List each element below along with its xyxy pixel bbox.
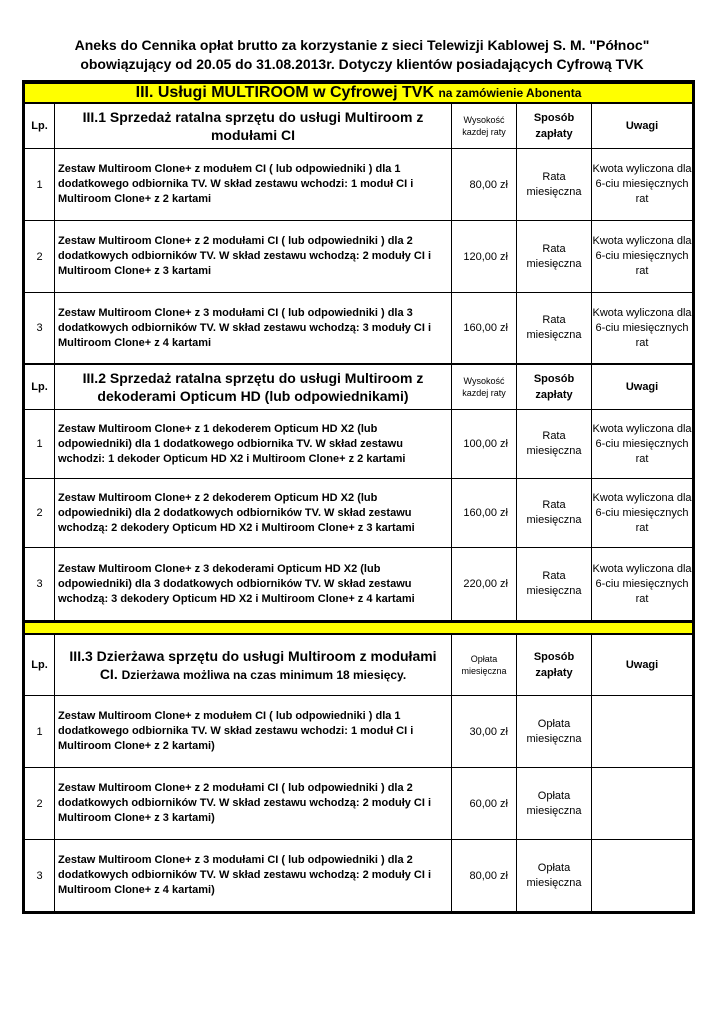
table-row [25,149,693,221]
row-description: Zestaw Multiroom Clone+ z 2 modułami CI ( lub odpowiedniki ) dla 2 dodatkowych odbiorników TV. W skład zestawu wchodzą: 2 moduły CI i Multiroom Clone+ z 3 kartami) [55,768,452,840]
remarks-header: Uwagi [592,634,693,696]
row-remarks: Kwota wyliczona dla 6-ciu miesięcznych rat [592,410,693,479]
row-lp: 2 [25,479,55,548]
row-description: Zestaw Multiroom Clone+ z 3 dekoderami Opticum HD X2 (lub odpowiedniki) dla 3 dodatkowych odbiorników TV. W skład zestawu wchodzą: 3 dekodery Opticum HD X2 i Multiroom Clone+ z 4 kartami [55,548,452,622]
row-lp: 1 [25,149,55,221]
row-amount: 60,00 zł [452,768,517,840]
row-remarks: Kwota wyliczona dla 6-ciu miesięcznych rat [592,221,693,293]
row-description: Zestaw Multiroom Clone+ z modułem CI ( lub odpowiedniki ) dla 1 dodatkowego odbiornika TV. W skład zestawu wchodzi: 1 moduł CI i Multiroom Clone+ z 2 kartami) [55,696,452,768]
row-description: Zestaw Multiroom Clone+ z 2 modułami CI ( lub odpowiedniki ) dla 2 dodatkowych odbiorników TV. W skład zestawu wchodzą: 2 moduły CI i Multiroom Clone+ z 3 kartami [55,221,452,293]
row-payment: Rata miesięczna [517,293,592,365]
row-lp: 2 [25,221,55,293]
header-line-2: obowiązujący od 20.05 do 31.08.2013r. Dotyczy klientów posiadających Cyfrową TVK [80,56,644,72]
band-subtitle: na zamówienie Abonenta [438,86,582,100]
section-header [25,634,693,696]
section-title: III.1 Sprzedaż ratalna sprzętu do usługi Multiroom z modułami CI [55,103,452,149]
section-band [25,83,693,103]
header-line-1: Aneks do Cennika opłat brutto za korzystanie z sieci Telewizji Kablowej S. M. "Północ" [74,37,650,53]
row-lp: 3 [25,840,55,912]
row-description: Zestaw Multiroom Clone+ z 1 dekoderem Opticum HD X2 (lub odpowiedniki) dla 1 dodatkowego odbiornika TV. W skład zestawu wchodzi: 1 dekoder Opticum HD X2 i Multiroom Clone+ z 2 kartami [55,410,452,479]
amount-header: Wysokość kazdej raty [452,103,517,149]
table-row [25,221,693,293]
payment-header: Sposób zapłaty [517,103,592,149]
row-description: Zestaw Multiroom Clone+ z 3 modułami CI ( lub odpowiedniki ) dla 3 dodatkowych odbiorników TV. W skład zestawu wchodzą: 3 moduły CI i Multiroom Clone+ z 4 kartami [55,293,452,365]
remarks-header: Uwagi [592,103,693,149]
row-remarks: Kwota wyliczona dla 6-ciu miesięcznych rat [592,548,693,622]
row-amount: 80,00 zł [452,840,517,912]
row-remarks: Kwota wyliczona dla 6-ciu miesięcznych rat [592,293,693,365]
row-amount: 80,00 zł [452,149,517,221]
row-amount: 120,00 zł [452,221,517,293]
table-row [25,548,693,622]
table-row [25,479,693,548]
payment-header: Sposób zapłaty [517,634,592,696]
lp-header: Lp. [25,634,55,696]
row-description: Zestaw Multiroom Clone+ z 3 modułami CI ( lub odpowiedniki ) dla 2 dodatkowych odbiorników TV. W skład zestawu wchodzą: 2 moduły CI i Multiroom Clone+ z 4 kartami) [55,840,452,912]
section-header [25,103,693,149]
lp-header: Lp. [25,364,55,410]
table-row [25,293,693,365]
table-row [25,768,693,840]
row-remarks: Kwota wyliczona dla 6-ciu miesięcznych rat [592,479,693,548]
section-title-cell [55,634,452,696]
row-lp: 2 [25,768,55,840]
row-payment: Opłata miesięczna [517,696,592,768]
row-payment: Rata miesięczna [517,410,592,479]
row-payment: Rata miesięczna [517,479,592,548]
row-lp: 1 [25,696,55,768]
section-header [25,364,693,410]
row-amount: 160,00 zł [452,479,517,548]
row-amount: 30,00 zł [452,696,517,768]
document-header [0,36,724,74]
section-title: III.2 Sprzedaż ratalna sprzętu do usługi Multiroom z dekoderami Opticum HD (lub odpowiednikami) [55,364,452,410]
row-lp: 1 [25,410,55,479]
row-description: Zestaw Multiroom Clone+ z 2 dekoderem Opticum HD X2 (lub odpowiedniki) dla 2 dodatkowych odbiorników TV. W skład zestawu wchodzą: 2 dekodery Opticum HD X2 i Multiroom Clone+ z 3 kartami [55,479,452,548]
row-payment: Rata miesięczna [517,149,592,221]
row-remarks: Kwota wyliczona dla 6-ciu miesięcznych rat [592,149,693,221]
table-row [25,696,693,768]
payment-header: Sposób zapłaty [517,364,592,410]
amount-header: Wysokość kazdej raty [452,364,517,410]
row-amount: 160,00 zł [452,293,517,365]
price-table [24,82,693,912]
row-remarks [592,696,693,768]
row-remarks [592,840,693,912]
row-remarks [592,768,693,840]
row-payment: Opłata miesięczna [517,840,592,912]
row-lp: 3 [25,293,55,365]
row-payment: Rata miesięczna [517,221,592,293]
amount-header: Opłata miesięczna [452,634,517,696]
table-row [25,410,693,479]
table-row [25,840,693,912]
band-title: III. Usługi MULTIROOM w Cyfrowej TVK [135,84,435,101]
row-payment: Opłata miesięczna [517,768,592,840]
row-payment: Rata miesięczna [517,548,592,622]
row-amount: 220,00 zł [452,548,517,622]
row-lp: 3 [25,548,55,622]
yellow-divider [25,622,693,635]
section-title: III.3 Dzierżawa sprzętu do usługi Multiroom z modułami CI. [69,647,437,682]
lp-header: Lp. [25,103,55,149]
row-description: Zestaw Multiroom Clone+ z modułem CI ( lub odpowiedniki ) dla 1 dodatkowego odbiornika TV. W skład zestawu wchodzi: 1 moduł CI i Multiroom Clone+ z 2 kartami [55,149,452,221]
row-amount: 100,00 zł [452,410,517,479]
section-note: Dzierżawa możliwa na czas minimum 18 miesięcy. [121,667,407,682]
remarks-header: Uwagi [592,364,693,410]
